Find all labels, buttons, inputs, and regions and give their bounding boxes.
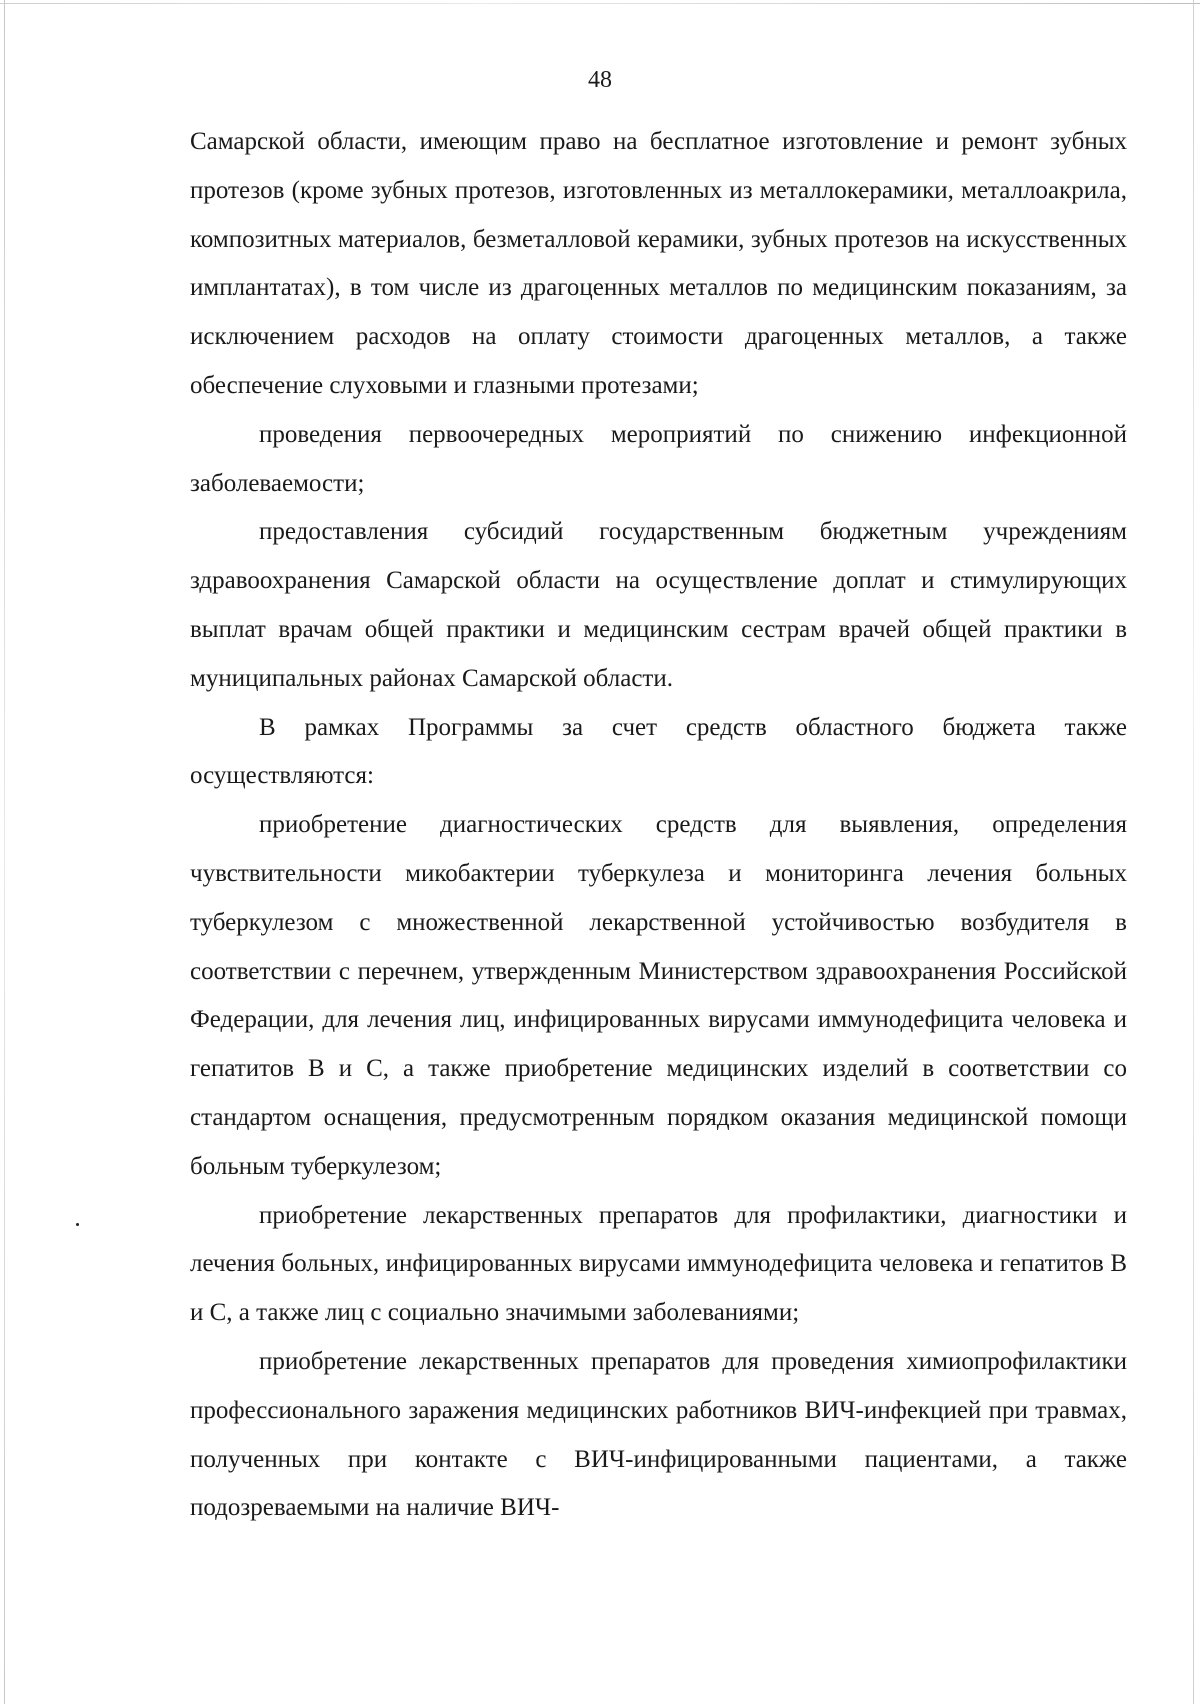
paragraph-program-intro: В рамках Программы за счет средств областного бюджета также осуществляются: xyxy=(190,713,1127,790)
paragraph-continuation: Самарской области, имеющим право на бесплатное изготовление и ремонт зубных протезов (кроме зубных протезов, изготовленных из металлокерамики, металлоакрила, композитных материалов, безметалловой керамики, зубных протезов на искусственных имплантатах), в том числе из драгоценных металлов по медицинским показаниям, за исключением расходов на оплату стоимости драгоценных металлов, а также обеспечение слуховыми и глазными протезами; xyxy=(190,128,1127,399)
body-text xyxy=(190,118,1127,1533)
paragraph-infection-measures: проведения первоочередных мероприятий по снижению инфекционной заболеваемости; xyxy=(190,420,1127,497)
scan-edge-left xyxy=(4,0,5,1704)
paragraph-hiv-drugs: приобретение лекарственных препаратов для профилактики, диагностики и лечения больных, инфицированных вирусами иммунодефицита человека и гепатитов B и C, а также лиц с социально значимыми заболеваниями; xyxy=(190,1201,1127,1327)
scan-speck xyxy=(76,1223,79,1226)
scan-edge-top xyxy=(0,3,1200,4)
scan-edge-right xyxy=(1193,0,1194,1704)
paragraph-tb-diagnostics: приобретение диагностических средств для выявления, определения чувствительности микобактерии туберкулеза и мониторинга лечения больных туберкулезом с множественной лекарственной устойчивостью возбудителя в соответствии с перечнем, утвержденным Министерством здравоохранения Российской Федерации, для лечения лиц, инфицированных вирусами иммунодефицита человека и гепатитов B и C, а также приобретение медицинских изделий в соответствии со стандартом оснащения, предусмотренным порядком оказания медицинской помощи больным туберкулезом; xyxy=(190,811,1127,1180)
paragraph-chemoprophylaxis: приобретение лекарственных препаратов для проведения химиопрофилактики профессионального заражения медицинских работников ВИЧ-инфекцией при травмах, полученных при контакте с ВИЧ-инфицированными пациентами, а также подозреваемыми на наличие ВИЧ- xyxy=(190,1347,1127,1522)
paragraph-subsidies: предоставления субсидий государственным бюджетным учреждениям здравоохранения Самарской области на осуществление доплат и стимулирующих выплат врачам общей практики и медицинским сестрам врачей общей практики в муниципальных районах Самарской области. xyxy=(190,518,1127,692)
page-number: 48 xyxy=(588,67,612,93)
